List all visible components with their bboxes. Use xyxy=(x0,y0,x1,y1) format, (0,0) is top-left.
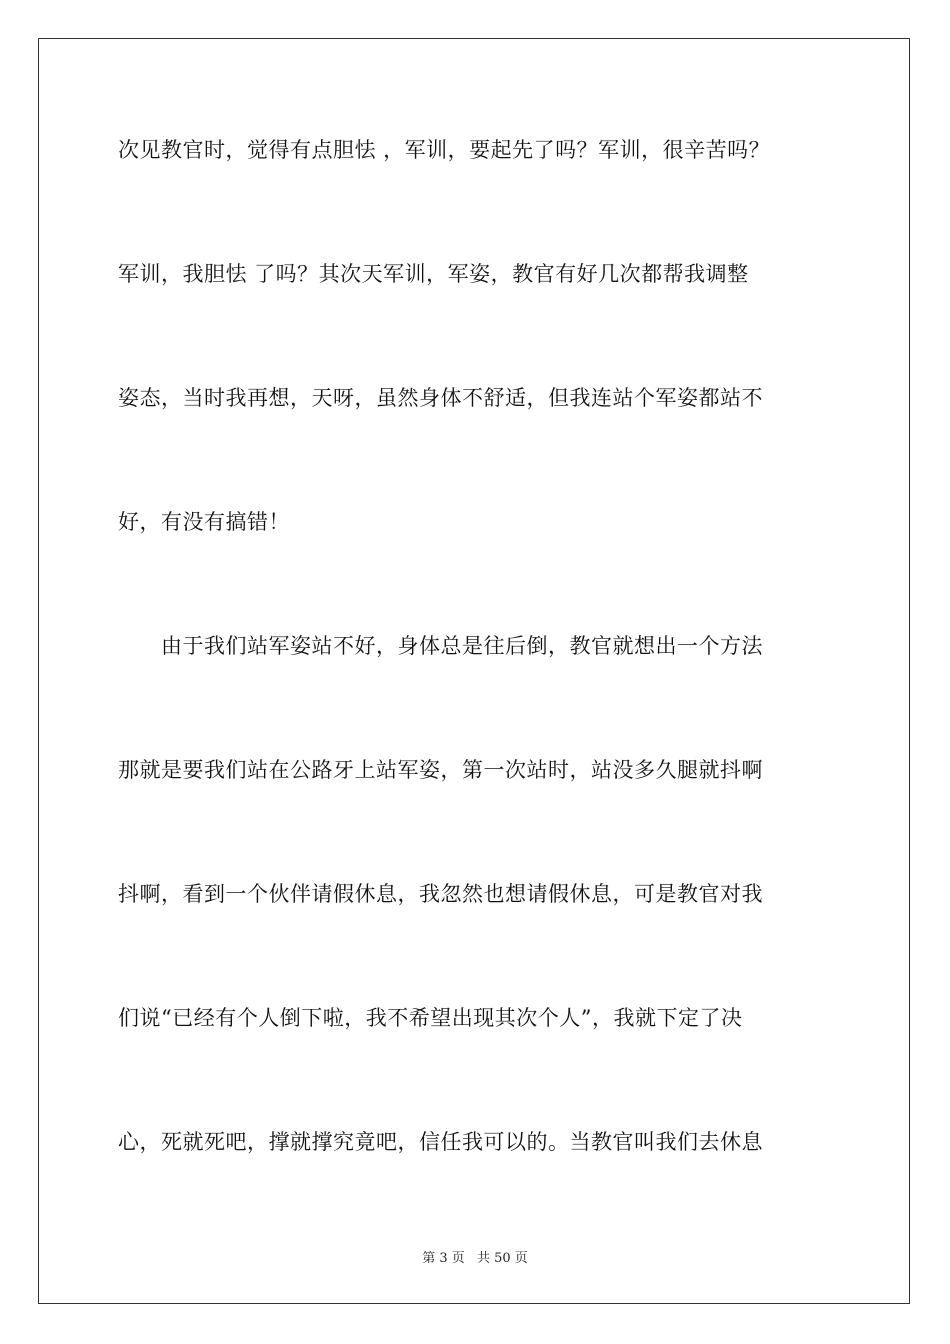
text-line: 由于我们站军姿站不好，身体总是往后倒，教官就想出一个方法 xyxy=(118,634,763,658)
text-line: 次见教官时，觉得有点胆怯 ，军训，要起先了吗？军训，很辛苦吗？ xyxy=(118,138,771,162)
text-line: 军训，我胆怯 了吗？其次天军训，军姿，教官有好几次都帮我调整 xyxy=(118,262,749,286)
text-line: 心，死就死吧，撑就撑究竟吧，信任我可以的。当教官叫我们去休息 xyxy=(118,1130,763,1154)
page-total: 共 50 页 xyxy=(476,1251,528,1266)
text-line: 抖啊，看到一个伙伴请假休息，我忽然也想请假休息，可是教官对我 xyxy=(118,882,763,906)
text-line: 好，有没有搞错！ xyxy=(118,510,290,534)
page-footer xyxy=(0,1247,950,1266)
text-line: 那就是要我们站在公路牙上站军姿，第一次站时，站没多久腿就抖啊 xyxy=(118,758,763,782)
text-line: 姿态，当时我再想，天呀，虽然身体不舒适，但我连站个军姿都站不 xyxy=(118,386,763,410)
document-body xyxy=(118,128,838,1244)
text-line: 们说“已经有个人倒下啦，我不希望出现其次个人”，我就下定了决 xyxy=(118,1006,743,1030)
page-number: 第 3 页 xyxy=(422,1251,465,1266)
